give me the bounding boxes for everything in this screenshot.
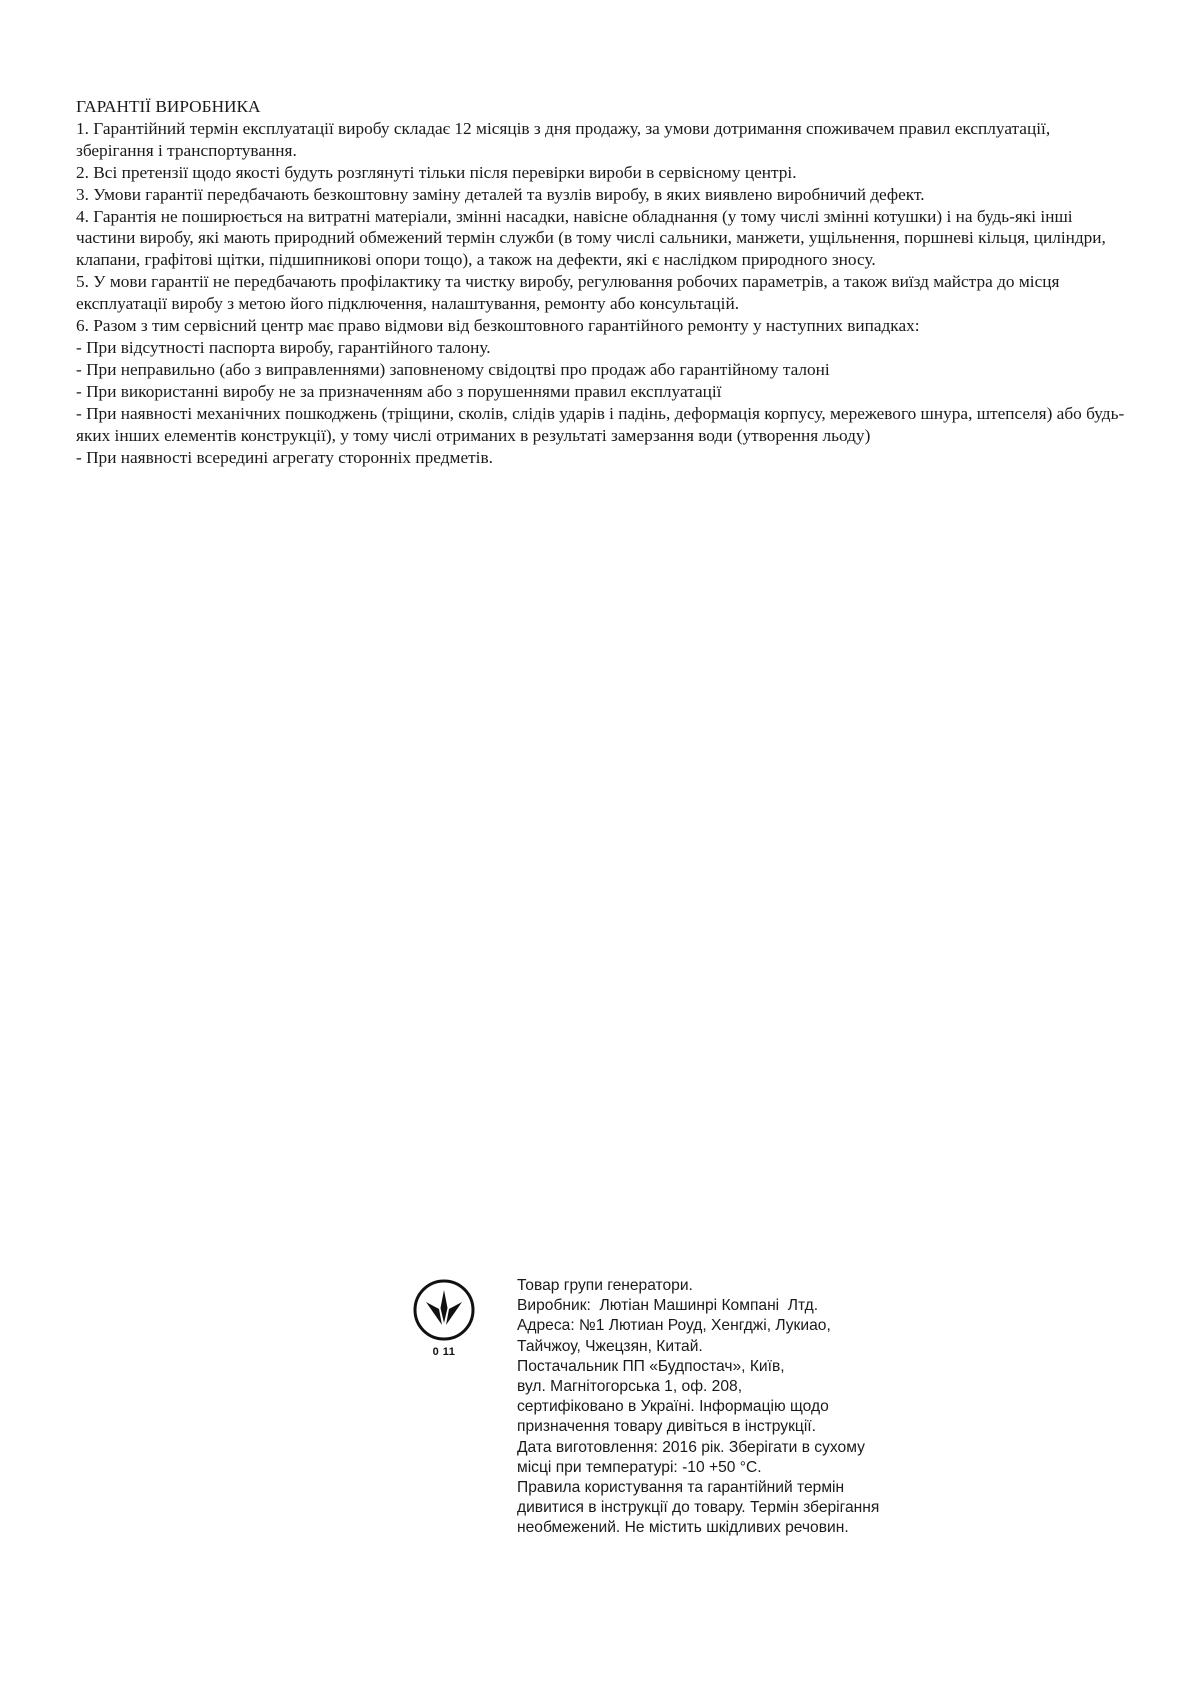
warranty-title: ГАРАНТІЇ ВИРОБНИКА xyxy=(76,97,261,116)
product-info-line: Адреса: №1 Лютиан Роуд, Хенгджі, Лукиао, xyxy=(517,1317,831,1335)
product-info-line: Товар групи генератори. xyxy=(517,1277,693,1294)
warranty-item: 1. Гарантійний термін експлуатації виробу складає 12 місяців з дня продажу, за умови дотримання споживачем правил експлуатації, зберігання і транспортування. xyxy=(76,118,1051,160)
product-info-line: Правила користування та гарантійний термін xyxy=(517,1479,845,1497)
warranty-section xyxy=(76,96,1126,468)
product-info-line: Дата виготовлення: 2016 рік. Зберігати в сухому xyxy=(517,1438,865,1456)
product-info-line: Виробник: Лютіан Машинрі Компані Лтд. xyxy=(517,1297,819,1315)
warranty-exclusion: - При неправильно (або з виправленнями) заповненому свідоцтві про продаж або гарантійному талоні xyxy=(76,359,830,379)
ukrsepro-conformity-mark-icon xyxy=(412,1278,476,1342)
warranty-item: 5. У мови гарантії не передбачають профілактику та чистку виробу, регулювання робочих параметрів, а також виїзд майстра до місця експлуатації виробу з метою його підключення, налаштування, ремонту або консультацій. xyxy=(76,272,1060,314)
warranty-exclusion: - При відсутності паспорта виробу, гарантійного талону. xyxy=(76,337,491,357)
product-info-text xyxy=(517,1276,957,1539)
certification-code: 0 11 xyxy=(432,1346,456,1358)
warranty-item: 6. Разом з тим сервісний центр має право відмови від безкоштовного гарантійного ремонту у наступних випадках: xyxy=(76,316,920,336)
warranty-item: 2. Всі претензії щодо якості будуть розглянуті тільки після перевірки вироби в сервісному центрі. xyxy=(76,162,797,182)
warranty-item: 3. Умови гарантії передбачають безкоштовну заміну деталей та вузлів виробу, в яких виявлено виробничий дефект. xyxy=(76,184,925,204)
product-info-line: сертифіковано в Україні. Інформацію щодо xyxy=(517,1398,829,1416)
product-info-line: призначення товару дивіться в інструкції. xyxy=(517,1418,816,1436)
certification-mark xyxy=(412,1278,476,1374)
warranty-exclusion: - При використанні виробу не за призначенням або з порушеннями правил експлуатації xyxy=(76,381,722,401)
warranty-exclusion: - При наявності всередині агрегату сторонніх предметів. xyxy=(76,447,493,467)
warranty-item: 4. Гарантія не поширюється на витратні матеріали, змінні насадки, навісне обладнання (у тому числі змінні котушки) і на будь-які інші частини виробу, які мають природний обмежений термін служби (в тому числі сальники, манжети, ущільнення, поршневі кільця, циліндри, клапани, графітові щітки, підшипникові опори тощо), а також на дефекти, які є наслідком природного зносу. xyxy=(76,206,1106,270)
product-info-line: вул. Магнітогорська 1, оф. 208, xyxy=(517,1378,743,1396)
product-info-line: дивитися в інструкції до товару. Термін зберігання xyxy=(517,1499,880,1517)
product-info-line: місці при температурі: -10 +50 °С. xyxy=(517,1458,762,1476)
product-info-line: Тайчжоу, Чжецзян, Китай. xyxy=(517,1337,703,1355)
warranty-exclusion: - При наявності механічних пошкоджень (тріщини, сколів, слідів ударів і падінь, деформація корпусу, мережевого шнура, штепселя) або будь-яких інших елементів конструкції), у тому числі отриманих в результаті замерзання води (утворення льоду) xyxy=(76,403,1125,445)
product-info-line: необмежений. Не містить шкідливих речовин. xyxy=(517,1519,849,1537)
product-info-line: Постачальник ПП «Будпостач», Київ, xyxy=(517,1357,785,1375)
